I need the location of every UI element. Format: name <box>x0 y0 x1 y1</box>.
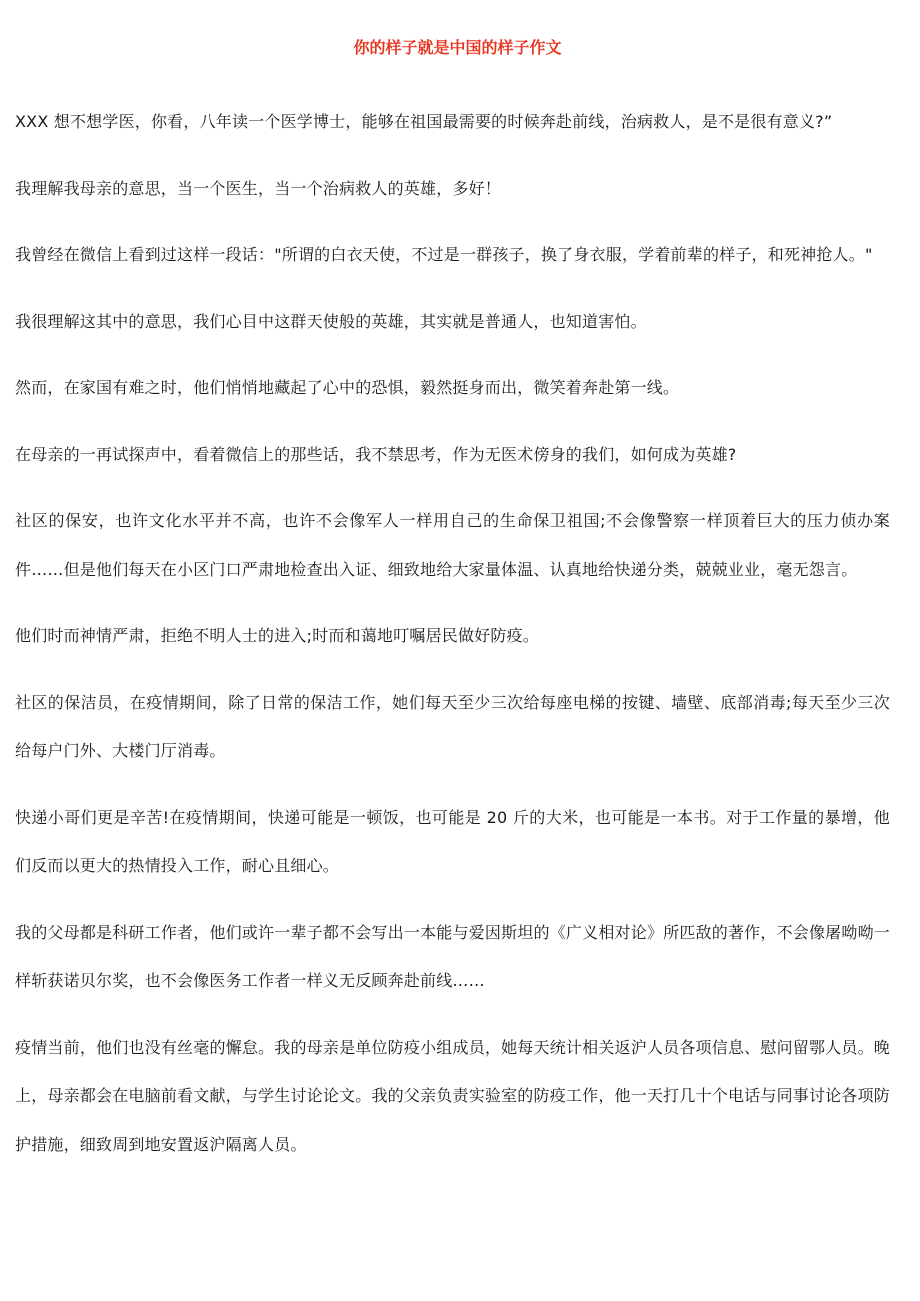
document-title: 你的样子就是中国的样子作文 <box>353 38 562 57</box>
paragraph: 他们时而神情严肃，拒绝不明人士的进入;时而和蔼地叮嘱居民做好防疫。 <box>15 626 539 645</box>
paragraph: 我很理解这其中的意思，我们心目中这群天使般的英雄，其实就是普通人，也知道害怕。 <box>15 311 647 331</box>
paragraph: 我曾经在微信上看到过这样一段话："所谓的白衣天使，不过是一群孩子，换了身衣服，学着前辈的样子，和死神抢人。" <box>15 245 873 264</box>
paragraph: 我理解我母亲的意思，当一个医生，当一个治病救人的英雄，多好！ <box>15 178 502 198</box>
paragraph: 社区的保洁员，在疫情期间，除了日常的保洁工作，她们每天至少三次给每座电梯的按键、墙壁、底部消毒;每天至少三次给每户门外、大楼门厅消毒。 <box>15 692 890 760</box>
paragraph: 疫情当前，他们也没有丝毫的懈怠。我的母亲是单位防疫小组成员，她每天统计相关返沪人员各项信息、慰问留鄂人员。晚上，母亲都会在电脑前看文献，与学生讨论论文。我的父亲负责实验室的防疫工作，他一天打几十个电话与同事讨论各项防护措施，细致周到地安置返沪隔离人员。 <box>15 1037 890 1154</box>
paragraph: 我的父母都是科研工作者，他们或许一辈子都不会写出一本能与爱因斯坦的《广义相对论》所匹敌的著作，不会像屠呦呦一样斩获诺贝尔奖，也不会像医务工作者一样义无反顾奔赴前线…… <box>15 922 890 990</box>
paragraph: 在母亲的一再试探声中，看着微信上的那些话，我不禁思考，作为无医术傍身的我们，如何成为英雄? <box>15 444 737 464</box>
paragraph: 社区的保安，也许文化水平并不高，也许不会像军人一样用自己的生命保卫祖国;不会像警察一样顶着巨大的压力侦办案件……但是他们每天在小区门口严肃地检查出入证、细致地给大家量体温、认真地给快递分类，兢兢业业，毫无怨言。 <box>15 511 890 579</box>
paragraph: 快递小哥们更是辛苦!在疫情期间，快递可能是一顿饭，也可能是 20 斤的大米，也可能是一本书。对于工作量的暴增，他们反而以更大的热情投入工作，耐心且细心。 <box>15 807 890 875</box>
paragraph: XXX 想不想学医，你看，八年读一个医学博士，能够在祖国最需要的时候奔赴前线，治病救人，是不是很有意义?” <box>15 112 833 131</box>
paragraph: 然而，在家国有难之时，他们悄悄地藏起了心中的恐惧，毅然挺身而出，微笑着奔赴第一线。 <box>15 378 680 397</box>
